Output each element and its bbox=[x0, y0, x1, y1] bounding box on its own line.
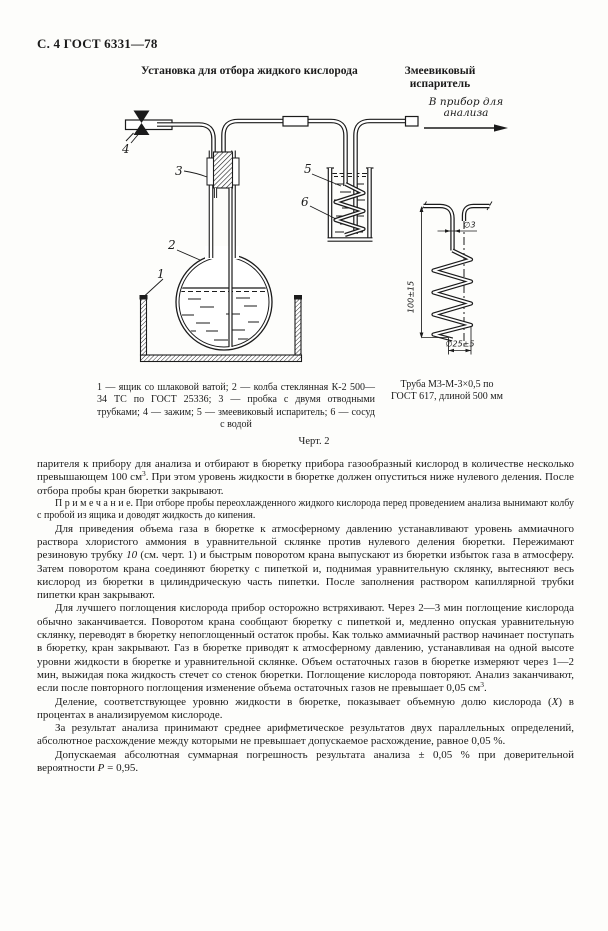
page-header: С. 4 ГОСТ 6331—78 bbox=[37, 36, 158, 51]
label-3: 3 bbox=[175, 164, 183, 178]
to-analyzer-line2: анализа bbox=[443, 107, 489, 119]
paragraph: Для лучшего поглощения кислорода прибор осторожно встряхивают. Через 2—3 мин поглощение кислорода обычно заканчивается. Поворотом крана сообщают бюретку с пипеткой и, медленно опуская уравнительную склянку, переводят в бюретку непоглощенный остаток пробы. Как только аммиачный раствор начинает поступать в бюретку, кран закрывают. Газ в бюретке приводят к атмосферному давлению, устанавливая на одной высоте уровни жидкости в бюретке и уравнительной склянке. Объем остаточных газов в бюретке измеряют через 1—2 мин, выжидая пока жидкость стечет со стенок бюретки. Поглощение кислорода повторяют. Анализ заканчивают, если после повторного поглощения изменение объема остаточных газов не превышает 0,05 $см^3$. bbox=[37, 602, 574, 695]
body-text bbox=[37, 458, 574, 775]
label-5: 5 bbox=[304, 162, 312, 176]
paragraph: парителя к прибору для анализа и отбирают в бюретку прибора газообразный кислород в количестве несколько превышающем 100 $см^3$. При этом уровень жидкости в бюретке должен опуститься ниже нулевого деления. После отбора пробы кран бюретки закрывают. bbox=[37, 458, 574, 497]
outlet-tube bbox=[356, 117, 419, 235]
inlet-tube bbox=[157, 125, 214, 163]
paragraph: П р и м е ч а н и е. При отборе пробы переохлажденного жидкого кислорода перед проведением анализа вынимают колбу с пробой из ящика и доводят жидкость до кипения. bbox=[37, 497, 574, 522]
dim-height-label: 100±15 bbox=[406, 280, 416, 314]
coil-title-line1: Змеевиковый bbox=[404, 65, 476, 77]
label-6: 6 bbox=[301, 195, 309, 209]
paragraph: За результат анализа принимают среднее арифметическое результатов двух параллельных определений, абсолютное расхождение между которыми не превышает допускаемое расхождение, равное 0,05 %. bbox=[37, 722, 574, 748]
figure-caption: 1 — ящик со шлаковой ватой; 2 — колба стеклянная К-2 500—34 ТС по ГОСТ 25336; 3 — пробка с двумя отводными трубками; 4 — зажим; 5 — змеевиковый испаритель; 6 — сосуд с водой bbox=[97, 382, 375, 430]
figure-title: Установка для отбора жидкого кислорода bbox=[141, 65, 358, 77]
figure-number: Черт. 2 bbox=[298, 436, 330, 447]
coil-title-line2: испаритель bbox=[409, 78, 471, 90]
dim-tube-label: ∅3 bbox=[463, 220, 476, 230]
paragraph: Для приведения объема газа в бюретке к атмосферному давлению устанавливают уровень аммиачного раствора хлористого аммония в уравнительной склянке против нулевого деления бюретки. Пережимают резиновую трубку 10 (см. черт. 1) и быстрым поворотом крана выпускают из бюретки избыток газа в атмосферу. Затем поворотом крана соединяют бюретку с пипеткой и, поднимая уравнительную склянку, вытесняют весь кислород из бюретки в цилиндрическую часть пипетки. После заполнения раствором капиллярной трубки пипетки кран закрывают. bbox=[37, 522, 574, 602]
flow-arrow-icon bbox=[424, 124, 508, 131]
paragraph: Деление, соответствующее уровню жидкости в бюретке, показывает объемную долю кислорода (Х) в процентах в анализируемом кислороде. bbox=[37, 695, 574, 721]
paragraph: Допускаемая абсолютная суммарная погрешность результата анализа ± 0,05 % при доверительной вероятности Р = 0,95. bbox=[37, 748, 574, 775]
coil-detail bbox=[407, 202, 493, 355]
water-vessel bbox=[327, 168, 374, 240]
label-2: 2 bbox=[168, 238, 176, 252]
transfer-tube bbox=[224, 121, 346, 186]
coil-caption: Труба М3-М-3×0,5 по ГОСТ 617, длиной 500 мм bbox=[391, 379, 503, 402]
to-analyzer-line1: В прибор для bbox=[428, 96, 504, 108]
label-1: 1 bbox=[157, 267, 165, 281]
tube-coupling bbox=[283, 117, 308, 127]
dim-coil-label: ∅25±5 bbox=[445, 339, 475, 349]
label-4: 4 bbox=[122, 142, 130, 156]
